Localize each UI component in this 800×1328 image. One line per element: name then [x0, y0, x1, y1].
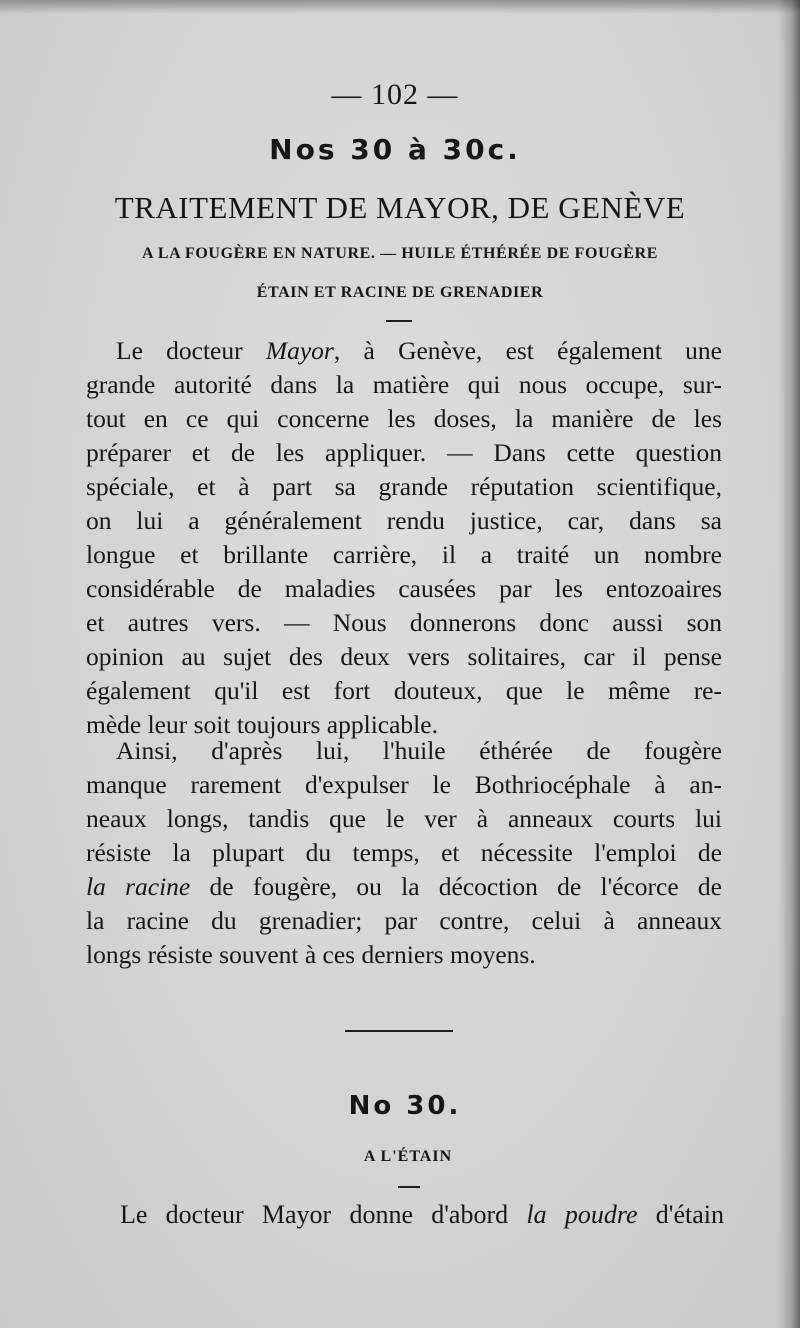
emphasis-term: la racine [86, 872, 191, 901]
emphasis-name: Mayor [265, 336, 334, 365]
text-line: Ainsi, d'après lui, l'huile éthérée de fougère [116, 736, 722, 765]
text-line: mède leur soit toujours applicable. [86, 710, 438, 739]
text-line: on lui a généralement rendu justice, car, dans sa [86, 506, 722, 535]
divider-rule [386, 320, 412, 322]
text-line: considérable de maladies causées par les entozoaires [86, 574, 722, 603]
text-line: opinion au sujet des deux vers solitaires, car il pense [86, 642, 722, 671]
text-line: et autres vers. — Nous donnerons donc aussi son [86, 608, 722, 637]
text-line: grande autorité dans la matière qui nous occupe, sur- [86, 370, 722, 399]
section-number: Nos 30 à 30c. [269, 133, 521, 166]
section-title: TRAITEMENT DE MAYOR, DE GENÈVE [114, 190, 686, 225]
paragraph-1 [86, 334, 722, 742]
text-line: longue et brillante carrière, il a traité un nombre [86, 540, 722, 569]
subsection-number: No 30. [348, 1091, 462, 1121]
section-subtitle-line-2: ÉTAIN ET RACINE DE GRENADIER [256, 284, 544, 301]
text-line: manque rarement d'expulser le Bothriocéphale à an- [86, 770, 722, 799]
divider-rule [398, 1186, 420, 1188]
page-number: — 102 — [331, 78, 459, 111]
subsection-title: A L'ÉTAIN [363, 1148, 453, 1165]
text-line: préparer et de les appliquer. — Dans cette question [86, 438, 722, 467]
text-line: spéciale, et à part sa grande réputation scientifique, [86, 472, 722, 501]
text-line: Le docteur Mayor, à Genève, est également une [116, 336, 723, 365]
text-line: la racine du grenadier; par contre, celui à anneaux [86, 906, 722, 935]
page-top-shadow [0, 0, 800, 14]
text-line: neaux longs, tandis que le ver à anneaux courts lui [86, 804, 722, 833]
text-line: longs résiste souvent à ces derniers moyens. [86, 940, 536, 969]
text-line: résiste la plupart du temps, et nécessite l'emploi de [86, 838, 722, 867]
text-line: tout en ce qui concerne les doses, la manière de les [86, 404, 722, 433]
text-line: également qu'il est fort douteux, que le même re- [86, 676, 722, 705]
section-subtitle-line-1: A LA FOUGÈRE EN NATURE. — HUILE ÉTHÉRÉE DE FOUGÈRE [141, 245, 658, 262]
paragraph-2 [86, 734, 722, 972]
text-line: la racine de fougère, ou la décoction de l'écorce de [86, 872, 723, 901]
section-divider-rule [345, 1030, 453, 1032]
subsection-first-line: Le docteur Mayor donne d'abord la poudre d'étain [120, 1200, 725, 1229]
emphasis-term: la poudre [526, 1200, 638, 1229]
